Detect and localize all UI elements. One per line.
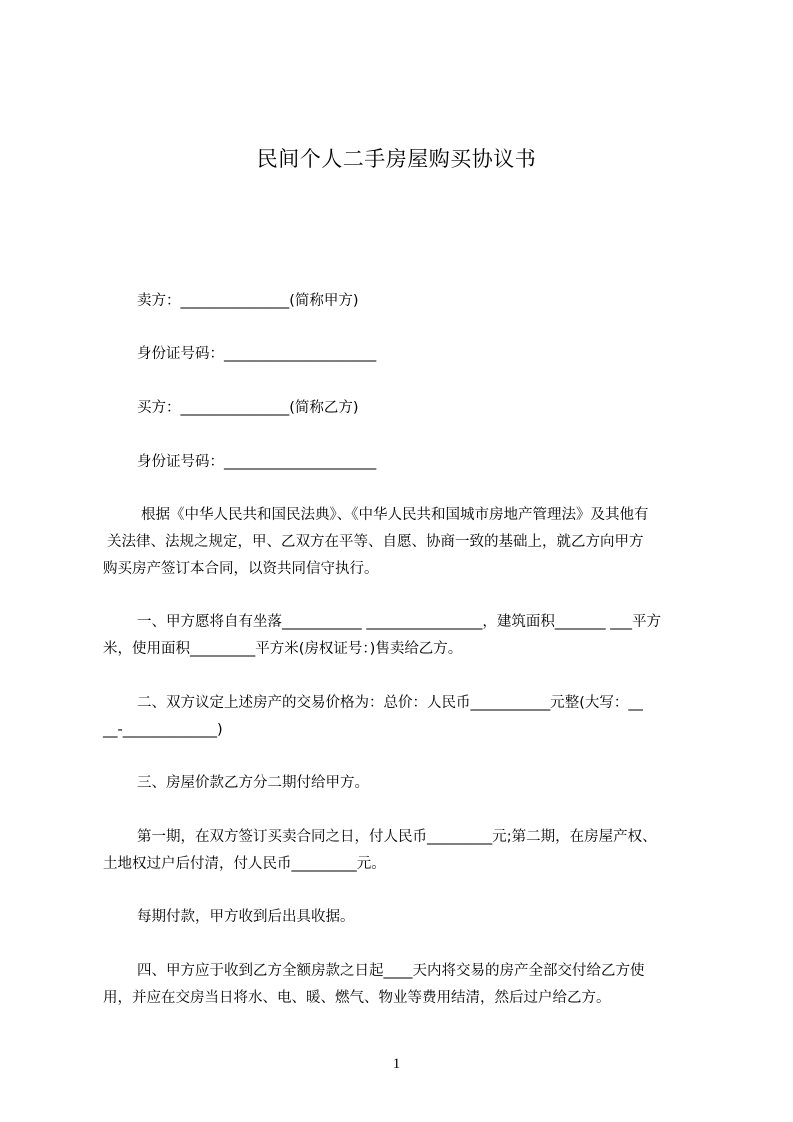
clause-1-line-2: 米，使用面积_________平方米(房权证号：)售卖给乙方。 — [103, 641, 463, 657]
receipt-line: 每期付款，甲方收到后出具收据。 — [137, 909, 355, 925]
preamble-line-3: 购买房产签订本合同，以资共同信守执行。 — [103, 561, 379, 577]
preamble-line-2: 关法律、法规之规定，甲、乙双方在平等、自愿、协商一致的基础上，就乙方向甲方 — [107, 534, 644, 550]
clause-1-line-1: 一、甲方愿将自有坐落___________ ________________，建筑面积_______ ___平方 — [137, 614, 661, 630]
clause-2-line-1: 二、双方议定上述房产的交易价格为：总价：人民币___________元整(大写：__ — [137, 695, 643, 711]
seller-id-line: 身份证号码：_____________________ — [137, 346, 377, 362]
clause-3-line: 三、房屋价款乙方分二期付给甲方。 — [137, 775, 369, 791]
document-title: 民间个人二手房屋购买协议书 — [256, 147, 537, 171]
buyer-line: 买方：_______________(简称乙方) — [137, 400, 359, 416]
payment-line-1: 第一期，在双方签订买卖合同之日，付人民币_________元;第二期，在房屋产权、 — [137, 829, 657, 845]
buyer-id-line: 身份证号码：_____________________ — [137, 454, 377, 470]
page-number: 1 — [392, 1056, 401, 1072]
payment-line-2: 土地权过户后付清，付人民币_________元。 — [103, 856, 386, 872]
preamble-line-1: 根据《中华人民共和国民法典》、《中华人民共和国城市房地产管理法》及其他有 — [141, 507, 649, 523]
clause-4-line-2: 用，并应在交房当日将水、电、暖、燃气、物业等费用结清，然后过户给乙方。 — [103, 990, 611, 1006]
seller-line: 卖方：_______________(简称甲方) — [137, 293, 359, 309]
clause-4-line-1: 四、甲方应于收到乙方全额房款之日起____天内将交易的房产全部交付给乙方使 — [137, 963, 645, 979]
clause-2-line-2: __-_____________) — [103, 722, 223, 738]
